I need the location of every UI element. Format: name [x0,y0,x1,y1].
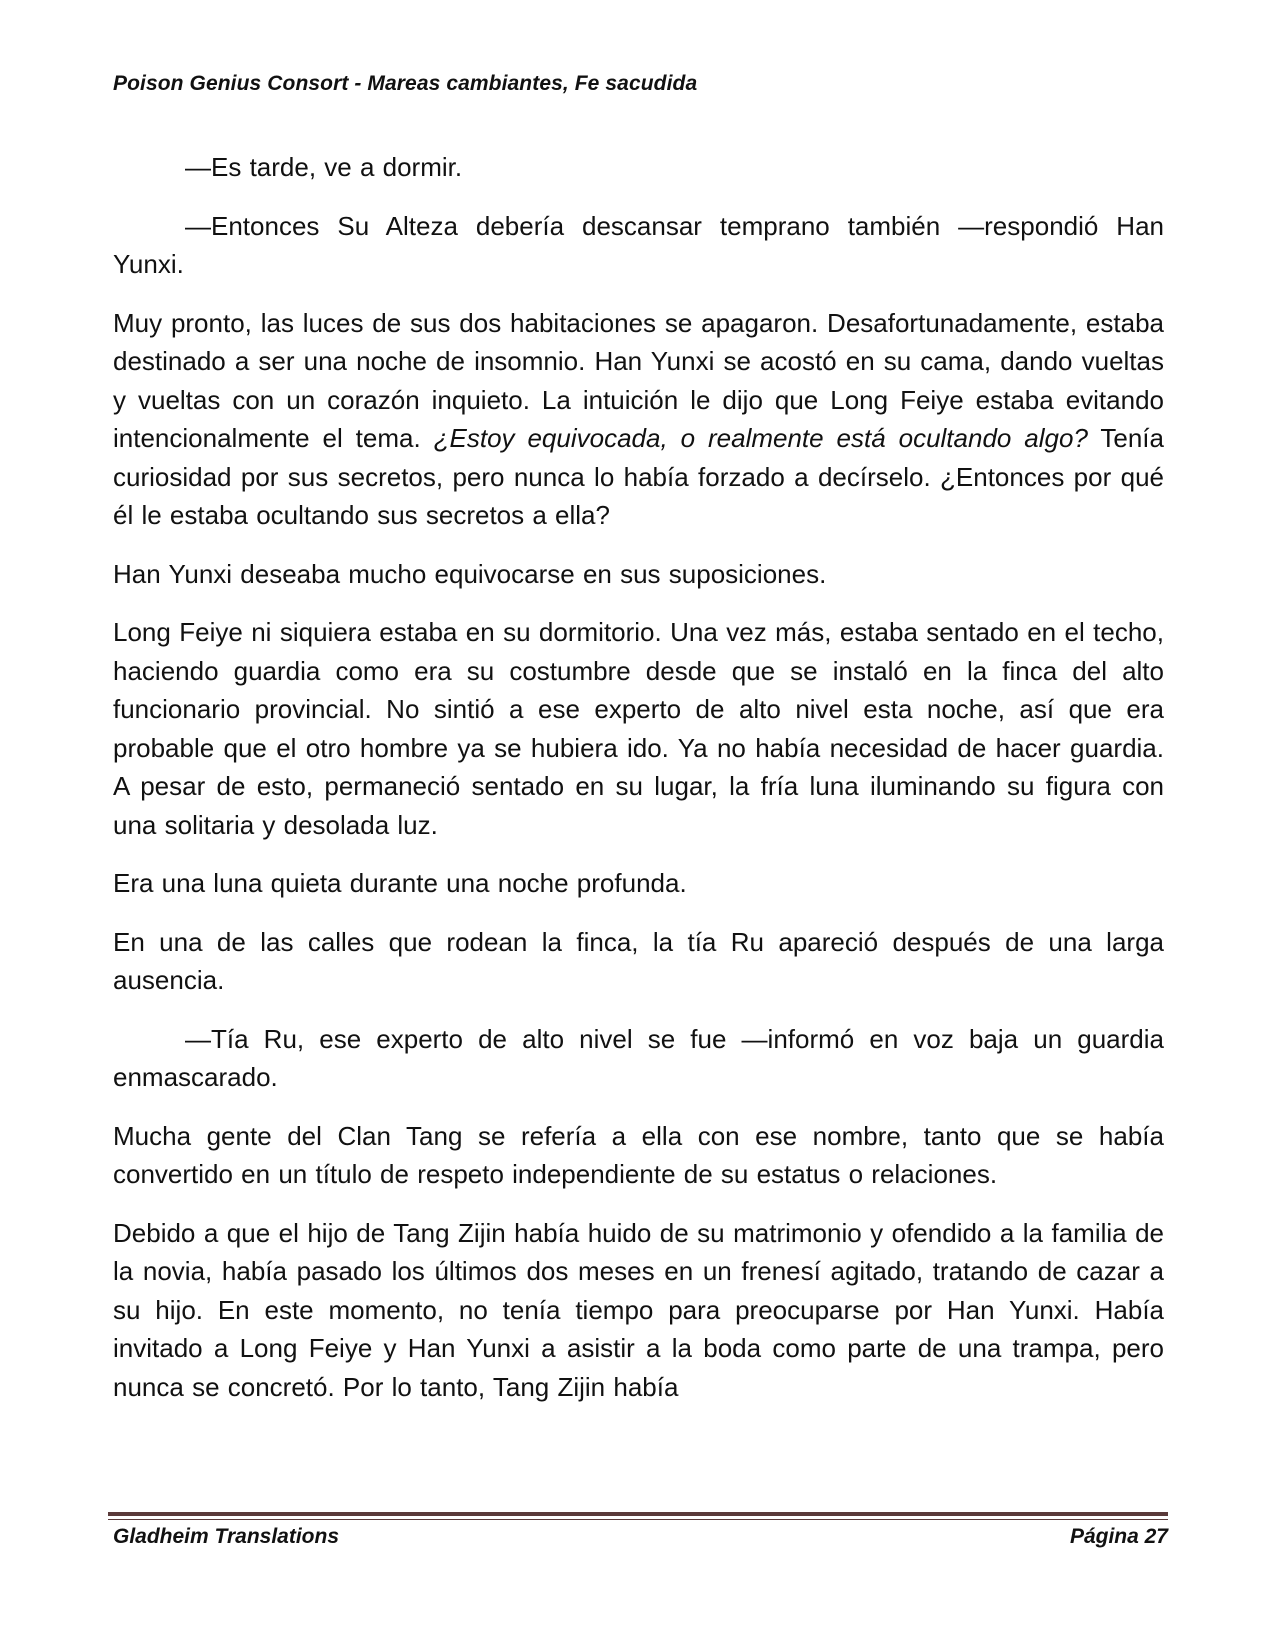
paragraph: Mucha gente del Clan Tang se refería a ella con ese nombre, tanto que se había convertido en un título de respeto independiente de su estatus o relaciones. [113,1120,1164,1189]
paragraph: Han Yunxi deseaba mucho equivocarse en sus suposiciones. [113,558,827,589]
paragraph: —Entonces Su Alteza debería descansar temprano también —respondió Han Yunxi. [113,210,1164,279]
footer-divider-thin [108,1519,1168,1520]
paragraph: —Tía Ru, ese experto de alto nivel se fue —informó en voz baja un guardia enmascarado. [113,1023,1164,1092]
document-body [113,148,1164,1426]
paragraph: —Es tarde, ve a dormir. [185,152,463,182]
paragraph: Era una luna quieta durante una noche profunda. [113,868,687,898]
paragraph-text: Muy pronto, las luces de sus dos habitaciones se apagaron. Desafortunadamente, estaba destinado a ser una noche de insomnio. Han Yunxi se acostó en su cama, dando vueltas y vueltas con un corazón inquieto. La intuición le dijo que Long Feiye estaba evitando intencionalmente el tema. [113,307,1164,453]
footer-translator-name: Gladheim Translations [113,1525,340,1548]
paragraph: En una de las calles que rodean la finca, la tía Ru apareció después de una larga ausencia. [113,926,1164,995]
paragraph [113,304,1164,535]
footer-divider-thick [108,1512,1168,1516]
page-header-title: Poison Genius Consort - Mareas cambiantes, Fe sacudida [113,72,698,95]
paragraph: Debido a que el hijo de Tang Zijin había huido de su matrimonio y ofendido a la familia de la novia, había pasado los últimos dos meses en un frenesí agitado, tratando de cazar a su hijo. En este momento, no tenía tiempo para preocuparse por Han Yunxi. Había invitado a Long Feiye y Han Yunxi a asistir a la boda como parte de una trampa, pero nunca se concretó. Por lo tanto, Tang Zijin había [113,1217,1164,1402]
paragraph: Long Feiye ni siquiera estaba en su dormitorio. Una vez más, estaba sentado en el techo, haciendo guardia como era su costumbre desde que se instaló en la finca del alto funcionario provincial. No sintió a ese experto de alto nivel esta noche, así que era probable que el otro hombre ya se hubiera ido. Ya no había necesidad de hacer guardia. A pesar de esto, permaneció sentado en su lugar, la fría luna iluminando su figura con una solitaria y desolada luz. [113,617,1164,840]
paragraph-text: Tenía curiosidad por sus secretos, pero nunca lo había forzado a decírselo. ¿Entonces por qué él le estaba ocultando sus secretos a ella? [113,423,1164,530]
footer-page-number: Página 27 [1069,1525,1168,1548]
italic-thought: ¿Estoy equivocada, o realmente está ocultando algo? [433,423,1088,453]
